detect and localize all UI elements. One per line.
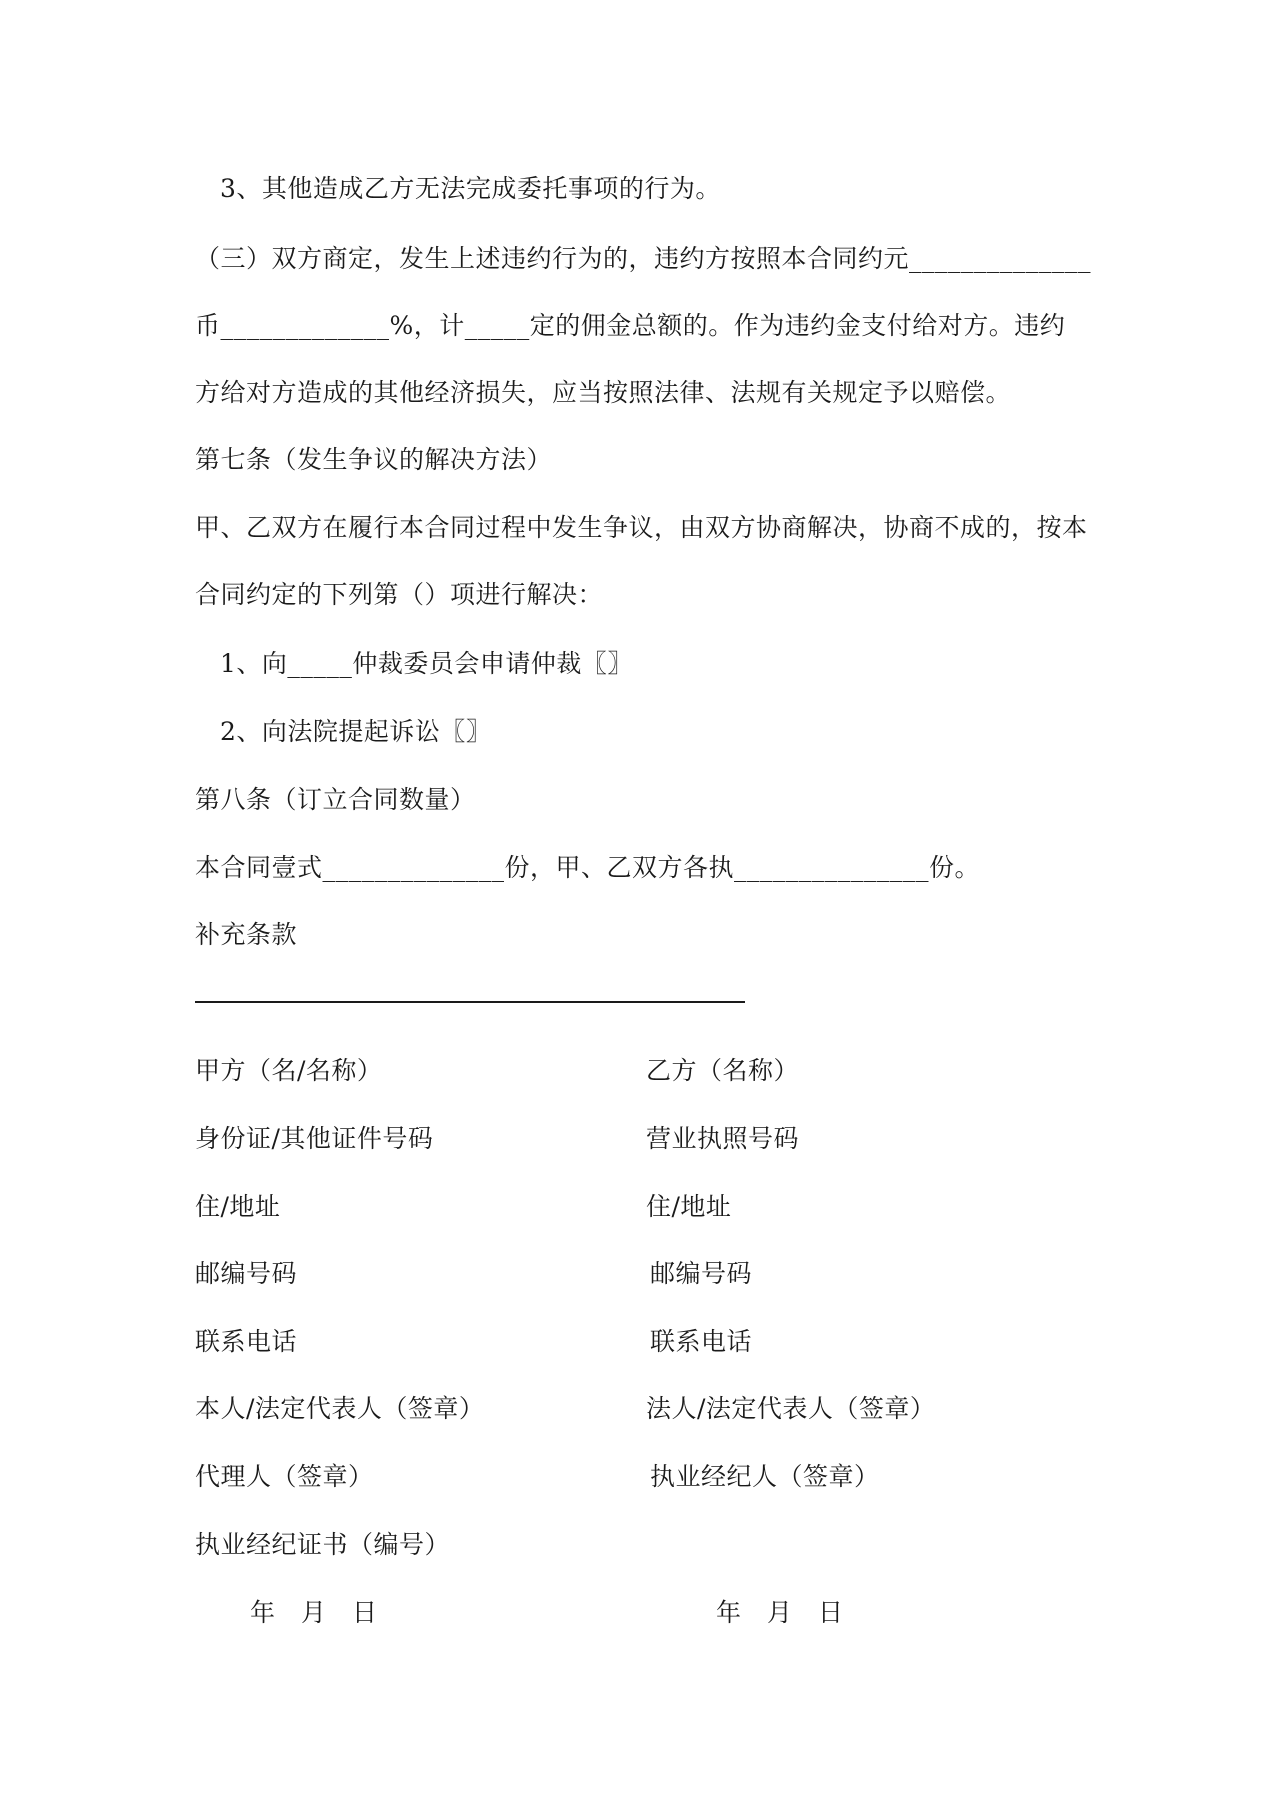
article6-clause3-line1: （三）双方商定，发生上述违约行为的，违约方按照本合同约元______________ [195,244,1092,273]
party-b-rep: 法人/法定代表人（签章） [646,1394,936,1423]
party-a-phone: 联系电话 [195,1327,298,1356]
party-a-certificate: 执业经纪证书（编号） [195,1530,451,1559]
article8-title: 第八条（订立合同数量） [195,785,476,814]
article7-option1: 1、向_____仲裁委员会申请仲裁〖〗 [220,649,633,678]
article7-title: 第七条（发生争议的解决方法） [195,445,553,474]
article8-body: 本合同壹式______________份，甲、乙双方各执_______________份。 [195,853,981,882]
article7-body-line2: 合同约定的下列第（）项进行解决： [195,580,604,609]
article6-item3: 3、其他造成乙方无法完成委托事项的行为。 [220,174,721,203]
article6-clause3-line3: 方给对方造成的其他经济损失，应当按照法律、法规有关规定予以赔偿。 [195,378,1012,407]
article6-clause3-line2: 币_____________%，计_____定的佣金总额的。作为违约金支付给对方。违约 [195,311,1066,340]
party-a-id: 身份证/其他证件号码 [195,1124,434,1153]
article7-option2: 2、向法院提起诉讼〖〗 [220,717,492,746]
party-b-date: 年 月 日 [716,1598,844,1627]
party-b-license: 营业执照号码 [646,1124,800,1153]
article7-body-line1: 甲、乙双方在履行本合同过程中发生争议，由双方协商解决，协商不成的，按本 [195,513,1088,542]
party-b-address: 住/地址 [646,1192,732,1221]
party-a-postcode: 邮编号码 [195,1259,298,1288]
supplement-blank-line [195,1001,745,1003]
party-a-address: 住/地址 [195,1192,281,1221]
party-b-postcode: 邮编号码 [650,1259,753,1288]
party-b-broker: 执业经纪人（签章） [650,1462,880,1491]
party-b-phone: 联系电话 [650,1327,753,1356]
party-b-name: 乙方（名称） [646,1056,800,1085]
party-a-rep: 本人/法定代表人（签章） [195,1394,485,1423]
party-a-name: 甲方（名/名称） [195,1056,383,1085]
party-a-agent: 代理人（签章） [195,1462,374,1491]
party-a-date: 年 月 日 [250,1598,378,1627]
supplement-title: 补充条款 [195,920,298,949]
